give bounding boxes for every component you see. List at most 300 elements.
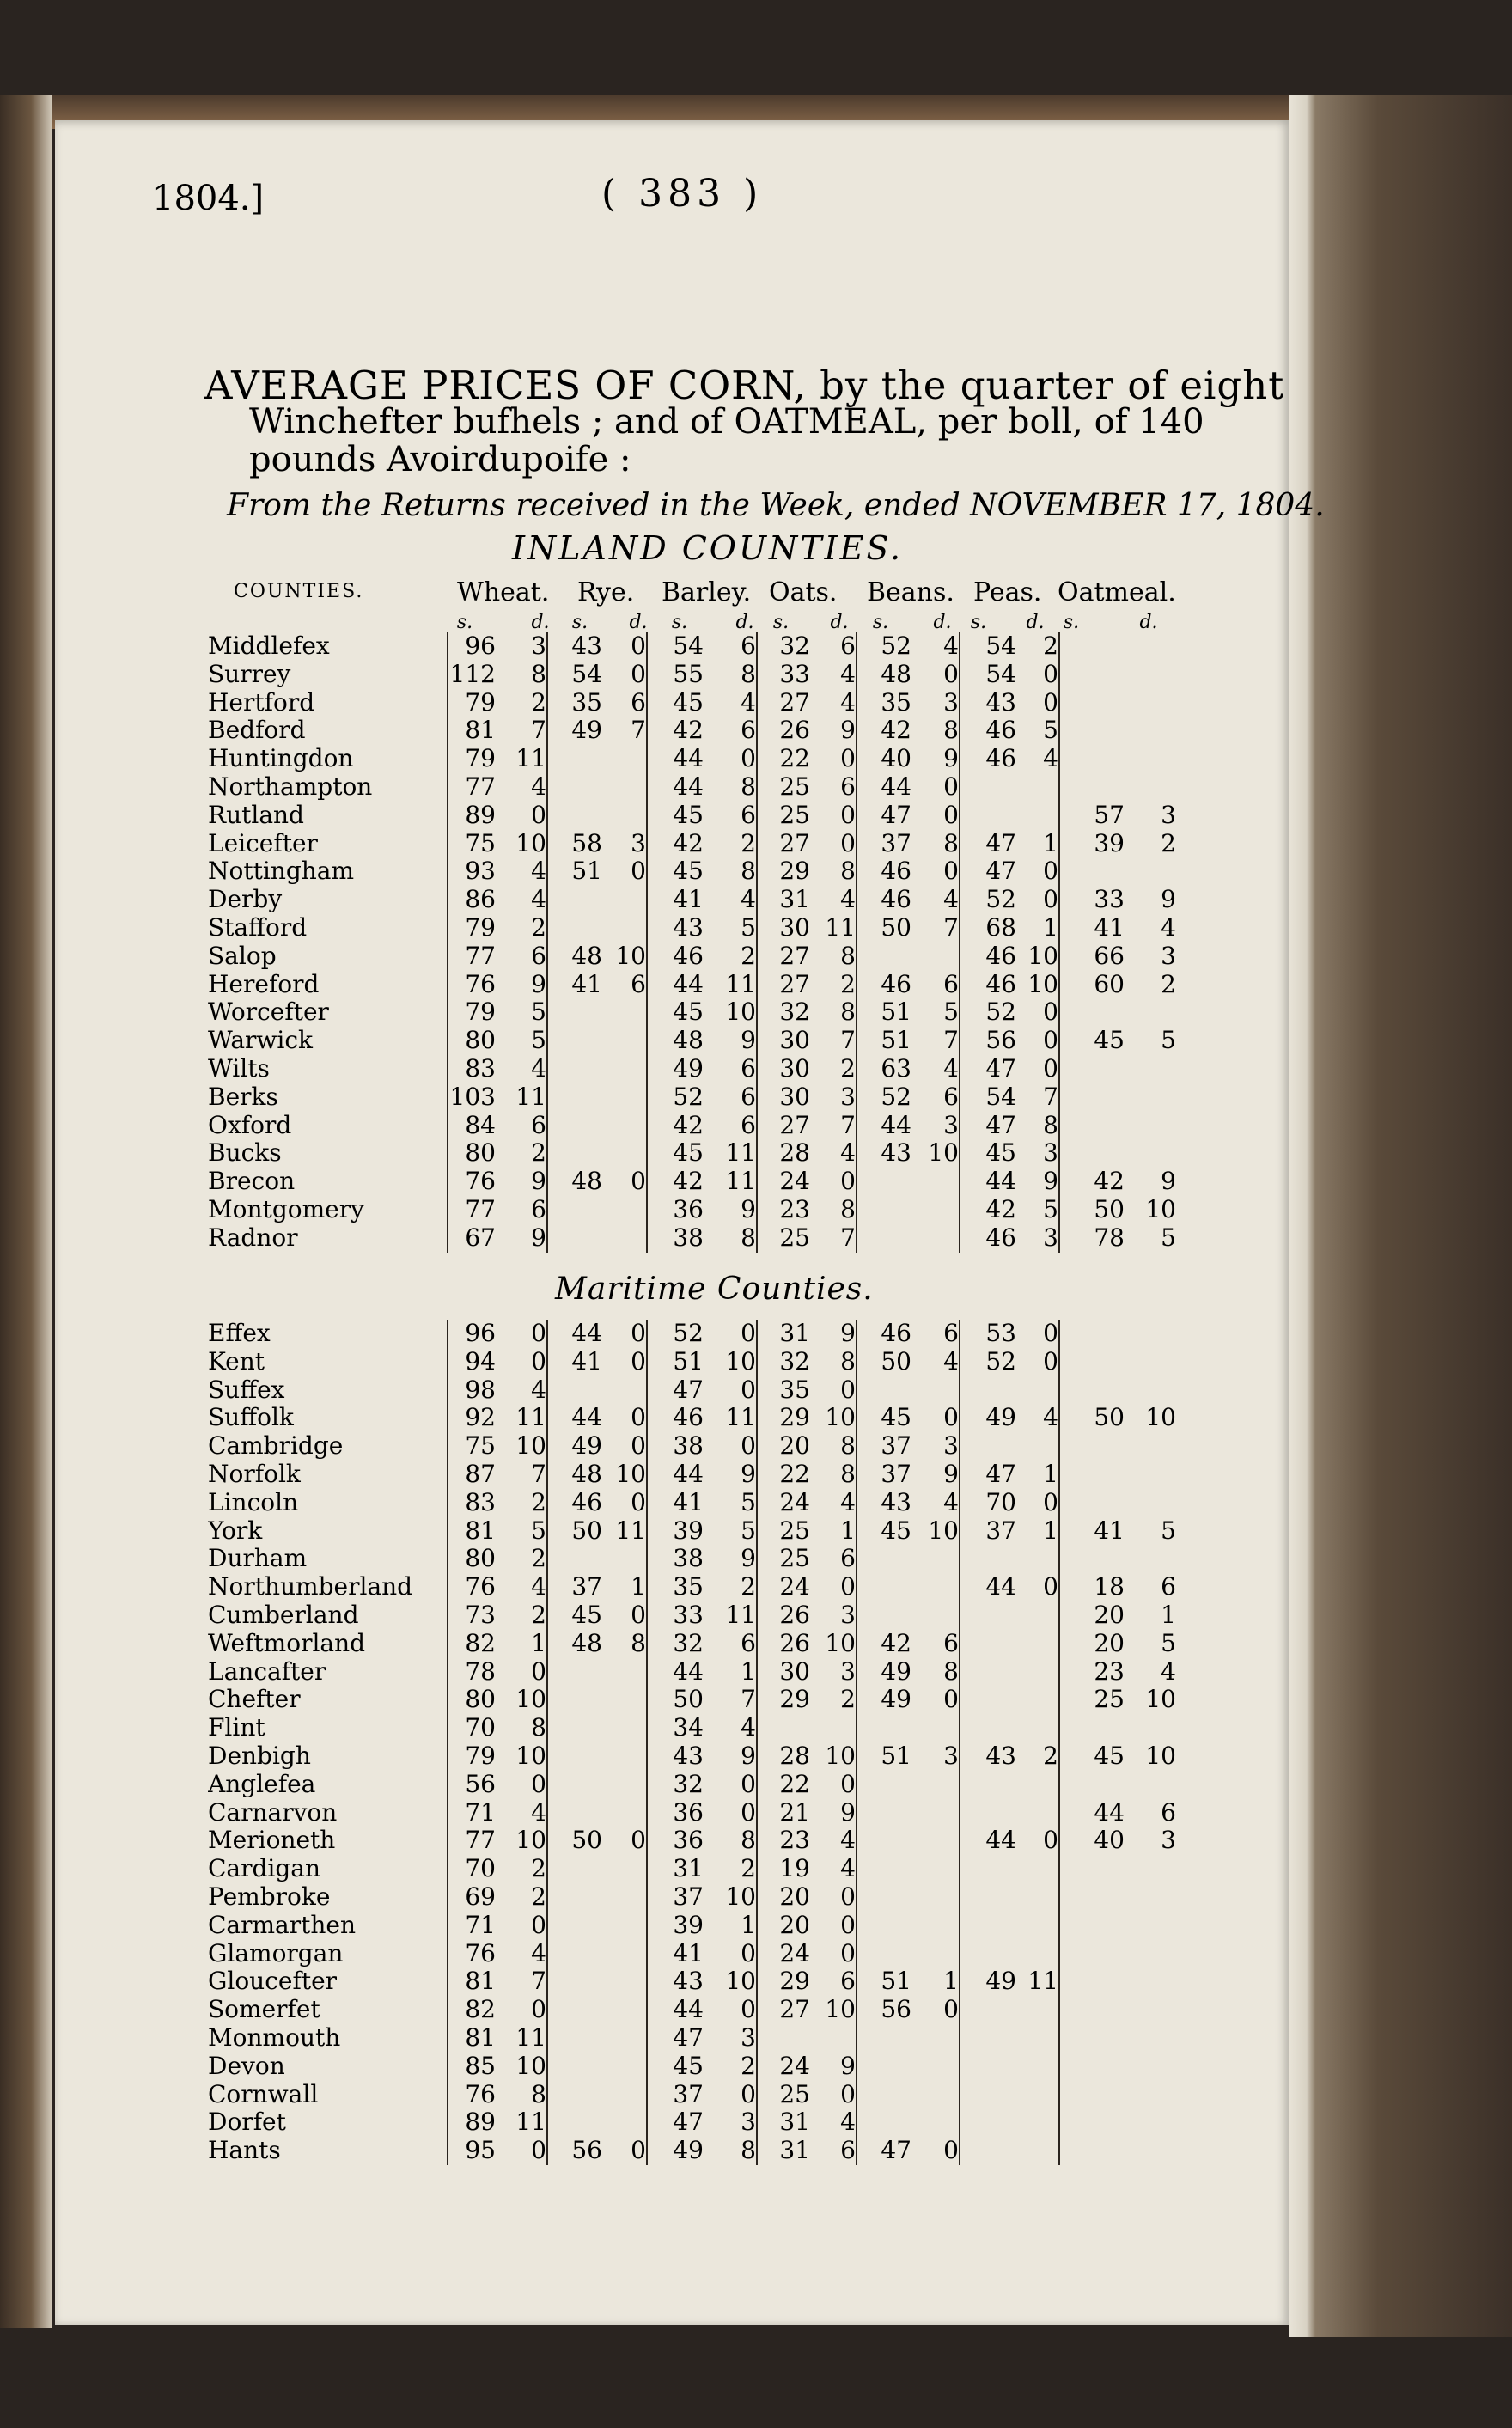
beans-shillings [857,1912,911,1940]
oats-pence: 8 [840,998,856,1027]
table-row [208,1714,1176,1742]
peas-shillings: 45 [960,1139,1016,1168]
wheat-pence: 4 [531,857,546,886]
rye-shillings: 41 [547,971,602,999]
rye-pence: 0 [631,1168,646,1196]
rye-pence [602,998,647,1027]
unit-s: s. [456,612,473,633]
rye-pence [602,1912,647,1940]
wheat-shillings: 79 [448,745,496,773]
oats-shillings: 22 [757,1461,810,1489]
barley-shillings: 47 [647,2024,704,2053]
barley-pence: 6 [741,1054,756,1083]
beans-pence [911,1224,960,1253]
beans-pence: 0 [943,2137,959,2165]
barley-pence: 0 [741,1320,756,1347]
peas-pence: 11 [1027,1967,1058,1996]
barley-shillings: 31 [647,1855,704,1883]
table-row [208,1855,1176,1883]
wheat-shillings: 79 [448,689,496,717]
beans-pence: 0 [943,1686,959,1714]
county-name: Radnor [208,1223,298,1252]
peas-shillings: 68 [960,914,1016,943]
rye-shillings [547,886,602,914]
wheat-pence: 2 [531,688,546,717]
oats-shillings: 29 [757,1404,810,1432]
rye-shillings: 45 [547,1601,602,1630]
rye-shillings: 50 [547,1517,602,1546]
wheat-shillings: 80 [448,1027,496,1055]
beans-shillings [857,1714,911,1742]
oatmeal-pence: 10 [1145,1742,1176,1770]
rye-shillings: 50 [547,1827,602,1855]
barley-shillings: 43 [647,1742,704,1771]
wheat-pence: 10 [515,1742,546,1770]
oatmeal-shillings: 66 [1059,943,1125,971]
barley-shillings: 55 [647,661,704,689]
rye-shillings [547,998,602,1027]
peas-shillings [960,1545,1016,1573]
barley-shillings: 35 [647,1573,704,1601]
barley-pence: 6 [741,632,756,660]
county-name: Carnarvon [208,1798,338,1827]
table-row [208,1376,1176,1405]
peas-shillings: 47 [960,830,1016,858]
barley-pence: 7 [741,1686,756,1714]
wheat-pence: 7 [531,717,546,745]
county-name: Glamorgan [208,1939,344,1967]
beans-shillings [857,943,911,971]
beans-pence: 8 [943,717,959,745]
county-name: Surrey [208,660,291,688]
peas-pence [1016,1940,1059,1968]
peas-pence: 3 [1043,1223,1058,1252]
beans-shillings [857,1883,911,1912]
rye-shillings [547,1714,602,1742]
peas-pence: 1 [1043,1460,1058,1488]
oats-pence: 4 [840,1855,856,1883]
county-name: Suffex [208,1376,285,1404]
oatmeal-shillings [1059,661,1125,689]
oats-shillings: 32 [757,632,810,661]
wheat-shillings: 87 [448,1461,496,1489]
peas-shillings [960,1855,1016,1883]
barley-shillings: 39 [647,1517,704,1546]
wheat-shillings: 81 [448,2024,496,2053]
peas-shillings: 49 [960,1404,1016,1432]
county-name: Effex [208,1320,271,1347]
peas-pence: 10 [1027,970,1058,998]
barley-shillings: 45 [647,2053,704,2081]
oatmeal-pence [1125,2137,1176,2165]
oatmeal-pence [1125,1083,1176,1112]
oats-shillings: 30 [757,1055,810,1083]
beans-shillings [857,1224,911,1253]
peas-shillings [960,2137,1016,2165]
peas-shillings [960,802,1016,830]
oatmeal-shillings [1059,2081,1125,2109]
barley-pence: 6 [741,1083,756,1111]
beans-pence: 7 [943,1027,959,1055]
county-name: Bedford [208,717,306,745]
table-row [208,2024,1176,2053]
wheat-shillings: 83 [448,1489,496,1517]
rye-pence: 11 [615,1516,646,1545]
oats-pence: 11 [825,913,856,942]
beans-pence [911,1196,960,1224]
rye-shillings: 41 [547,1348,602,1376]
county-name: Bucks [208,1139,282,1168]
rye-shillings: 49 [547,717,602,745]
barley-pence: 0 [741,1432,756,1461]
beans-pence [911,1912,960,1940]
oats-pence: 10 [825,1404,856,1432]
wheat-pence: 4 [531,1939,546,1967]
oats-pence: 7 [840,1223,856,1252]
wheat-pence: 0 [531,1320,546,1347]
peas-pence: 0 [1043,1027,1058,1055]
oats-pence: 0 [840,1168,856,1196]
wheat-pence: 7 [531,1460,546,1488]
beans-shillings: 46 [857,971,911,999]
maritime-price-table [208,1320,1176,2165]
rye-shillings [547,1224,602,1253]
peas-shillings: 52 [960,886,1016,914]
table-row [208,1573,1176,1601]
peas-shillings: 53 [960,1320,1016,1348]
beans-shillings: 46 [857,857,911,886]
barley-pence: 0 [741,1996,756,2024]
county-name: Hants [208,2137,281,2165]
table-row [208,1827,1176,1855]
beans-shillings [857,1376,911,1405]
oatmeal-pence [1125,1996,1176,2024]
peas-pence: 0 [1043,886,1058,914]
wheat-shillings: 89 [448,802,496,830]
county-name: Gloucefter [208,1967,338,1996]
rye-pence [602,914,647,943]
oats-pence: 0 [840,1939,856,1967]
barley-shillings: 45 [647,802,704,830]
peas-shillings: 46 [960,745,1016,773]
peas-shillings [960,1799,1016,1827]
peas-pence [1016,1376,1059,1405]
table-row [208,1883,1176,1912]
oatmeal-pence: 5 [1161,1516,1176,1545]
barley-shillings: 41 [647,886,704,914]
oats-shillings: 20 [757,1883,810,1912]
oatmeal-shillings: 57 [1059,802,1125,830]
oatmeal-pence: 4 [1161,1657,1176,1686]
oatmeal-pence [1125,1320,1176,1348]
oatmeal-shillings [1059,1967,1125,1996]
barley-pence: 11 [725,1168,756,1196]
barley-pence: 3 [741,2023,756,2052]
peas-shillings: 44 [960,1827,1016,1855]
peas-shillings [960,1432,1016,1461]
oats-pence: 9 [840,1320,856,1347]
beans-shillings: 51 [857,1967,911,1996]
wheat-shillings: 75 [448,830,496,858]
rye-shillings [547,1112,602,1140]
oatmeal-pence: 5 [1161,1027,1176,1055]
peas-shillings: 49 [960,1967,1016,1996]
oatmeal-shillings [1059,1112,1125,1140]
table-row [208,914,1176,943]
oatmeal-pence [1125,2024,1176,2053]
oatmeal-shillings [1059,1912,1125,1940]
barley-shillings: 52 [647,1320,704,1348]
rye-pence: 3 [631,829,646,857]
table-row [208,1224,1176,1253]
peas-shillings: 47 [960,1112,1016,1140]
table-row [208,971,1176,999]
barley-pence: 10 [725,1347,756,1376]
wheat-pence: 10 [515,1827,546,1855]
beans-shillings: 56 [857,1996,911,2024]
county-name: Northumberland [208,1573,413,1601]
peas-shillings [960,1630,1016,1658]
oats-shillings [757,1714,810,1742]
wheat-shillings: 84 [448,1112,496,1140]
oatmeal-pence: 10 [1145,1404,1176,1432]
county-name: Middlefex [208,632,330,660]
unit-d: d. [531,612,550,633]
beans-shillings: 37 [857,1461,911,1489]
peas-pence: 8 [1043,1111,1058,1139]
beans-pence: 8 [943,1657,959,1686]
rye-shillings [547,2108,602,2137]
table-row [208,998,1176,1027]
wheat-pence: 0 [531,2137,546,2165]
wheat-shillings: 77 [448,773,496,802]
rye-pence: 6 [631,970,646,998]
peas-pence: 0 [1043,857,1058,886]
barley-pence: 9 [741,1027,756,1055]
oats-pence: 0 [840,1376,856,1404]
oats-shillings: 27 [757,1112,810,1140]
rye-pence [602,1742,647,1771]
rye-pence [602,1855,647,1883]
beans-pence: 9 [943,745,959,773]
oats-shillings: 31 [757,1320,810,1348]
oatmeal-pence [1125,1461,1176,1489]
beans-shillings: 48 [857,661,911,689]
oatmeal-shillings [1059,2137,1125,2165]
oatmeal-header: Oatmeal. [1058,577,1176,607]
wheat-pence: 4 [531,1798,546,1827]
beans-shillings [857,1940,911,1968]
wheat-pence: 4 [531,772,546,801]
rye-shillings [547,1055,602,1083]
rye-shillings [547,1196,602,1224]
county-name: Leicefter [208,829,318,857]
barley-shillings: 52 [647,1083,704,1112]
beans-pence [911,1573,960,1601]
rye-pence: 0 [631,1601,646,1629]
table-row [208,1967,1176,1996]
wheat-shillings: 76 [448,971,496,999]
barley-header: Barley. [662,577,752,607]
rye-pence: 0 [631,1432,646,1461]
oatmeal-shillings [1059,689,1125,717]
oats-shillings: 32 [757,1348,810,1376]
oatmeal-shillings: 39 [1059,830,1125,858]
oatmeal-pence: 2 [1161,829,1176,857]
peas-pence [1016,1658,1059,1687]
oats-pence: 0 [840,1911,856,1939]
rye-pence [602,1686,647,1714]
beans-pence: 0 [943,1996,959,2024]
oatmeal-shillings [1059,1489,1125,1517]
beans-pence: 10 [928,1139,959,1168]
oatmeal-shillings [1059,1055,1125,1083]
wheat-pence: 0 [531,1657,546,1686]
barley-shillings: 33 [647,1601,704,1630]
beans-pence: 0 [943,660,959,688]
rye-shillings [547,1545,602,1573]
oats-shillings: 31 [757,2137,810,2165]
beans-shillings: 47 [857,2137,911,2165]
beans-shillings [857,1827,911,1855]
oatmeal-pence [1125,1112,1176,1140]
oatmeal-shillings [1059,1139,1125,1168]
oatmeal-pence [1125,1771,1176,1799]
county-name: Devon [208,2052,285,2080]
rye-pence [602,1771,647,1799]
barley-shillings: 45 [647,857,704,886]
table-row [208,1996,1176,2024]
rye-shillings [547,1083,602,1112]
barley-pence: 8 [741,1827,756,1855]
peas-shillings: 37 [960,1517,1016,1546]
wheat-pence: 5 [531,1027,546,1055]
county-name: Derby [208,886,283,914]
beans-shillings: 40 [857,745,911,773]
oats-shillings: 19 [757,1855,810,1883]
table-row [208,830,1176,858]
rye-shillings [547,1658,602,1687]
rye-pence [602,1799,647,1827]
peas-shillings: 70 [960,1489,1016,1517]
barley-pence: 0 [741,1376,756,1404]
county-name: Wilts [208,1054,270,1083]
wheat-shillings: 71 [448,1912,496,1940]
barley-pence: 3 [741,2108,756,2137]
table-row [208,773,1176,802]
oats-pence: 3 [840,1657,856,1686]
wheat-pence: 11 [515,1404,546,1432]
wheat-shillings: 70 [448,1714,496,1742]
beans-shillings: 49 [857,1658,911,1687]
barley-pence: 5 [741,913,756,942]
table-row [208,1601,1176,1630]
county-name: Dorfet [208,2108,286,2137]
peas-pence [1016,773,1059,802]
rye-shillings: 35 [547,689,602,717]
barley-shillings: 37 [647,2081,704,2109]
county-name: Somerfet [208,1996,320,2024]
oats-pence: 9 [840,1798,856,1827]
beans-shillings: 42 [857,717,911,745]
wheat-shillings: 77 [448,1196,496,1224]
table-row [208,943,1176,971]
table-row [208,2137,1176,2165]
oats-shillings: 25 [757,2081,810,2109]
oatmeal-shillings: 18 [1059,1573,1125,1601]
oatmeal-pence: 9 [1161,1168,1176,1196]
rye-pence [602,1196,647,1224]
peas-pence [1016,1799,1059,1827]
wheat-pence: 10 [515,829,546,857]
peas-pence [1016,2108,1059,2137]
table-row [208,1083,1176,1112]
wheat-shillings: 69 [448,1883,496,1912]
peas-shillings [960,1686,1016,1714]
wheat-pence: 2 [531,913,546,942]
rye-pence [602,1714,647,1742]
barley-shillings: 37 [647,1883,704,1912]
barley-pence: 6 [741,717,756,745]
oatmeal-pence [1125,1883,1176,1912]
wheat-shillings: 76 [448,1940,496,1968]
rye-shillings: 48 [547,943,602,971]
oatmeal-shillings: 40 [1059,1827,1125,1855]
peas-shillings: 44 [960,1573,1016,1601]
peas-shillings: 42 [960,1196,1016,1224]
rye-shillings: 51 [547,857,602,886]
county-name: Stafford [208,913,308,942]
oatmeal-pence: 3 [1161,801,1176,829]
oatmeal-pence: 5 [1161,1629,1176,1657]
rye-pence: 0 [631,2137,646,2165]
unit-s: s. [571,612,588,633]
unit-d: d. [830,612,849,633]
beans-shillings [857,1855,911,1883]
peas-pence: 5 [1043,1195,1058,1223]
peas-pence [1016,1630,1059,1658]
rye-shillings [547,745,602,773]
oats-shillings: 25 [757,1545,810,1573]
wheat-pence: 0 [531,1996,546,2024]
table-row [208,1055,1176,1083]
peas-pence: 0 [1043,1488,1058,1516]
beans-shillings [857,2053,911,2081]
barley-pence: 2 [741,829,756,857]
barley-pence: 8 [741,772,756,801]
oats-shillings: 29 [757,857,810,886]
unit-s: s. [671,612,688,633]
oatmeal-pence [1125,1714,1176,1742]
barley-shillings: 44 [647,1658,704,1687]
unit-s: s. [1063,612,1080,633]
rye-pence [602,1996,647,2024]
peas-pence: 10 [1027,942,1058,970]
rye-shillings: 48 [547,1461,602,1489]
wheat-shillings: 80 [448,1686,496,1714]
peas-shillings [960,1658,1016,1687]
beans-shillings: 43 [857,1489,911,1517]
barley-shillings: 36 [647,1196,704,1224]
barley-shillings: 42 [647,717,704,745]
wheat-shillings: 86 [448,886,496,914]
peas-pence [1016,2137,1059,2165]
table-row [208,689,1176,717]
barley-pence: 4 [741,886,756,914]
oats-shillings: 25 [757,1224,810,1253]
oats-shillings: 30 [757,1027,810,1055]
beans-shillings: 49 [857,1686,911,1714]
